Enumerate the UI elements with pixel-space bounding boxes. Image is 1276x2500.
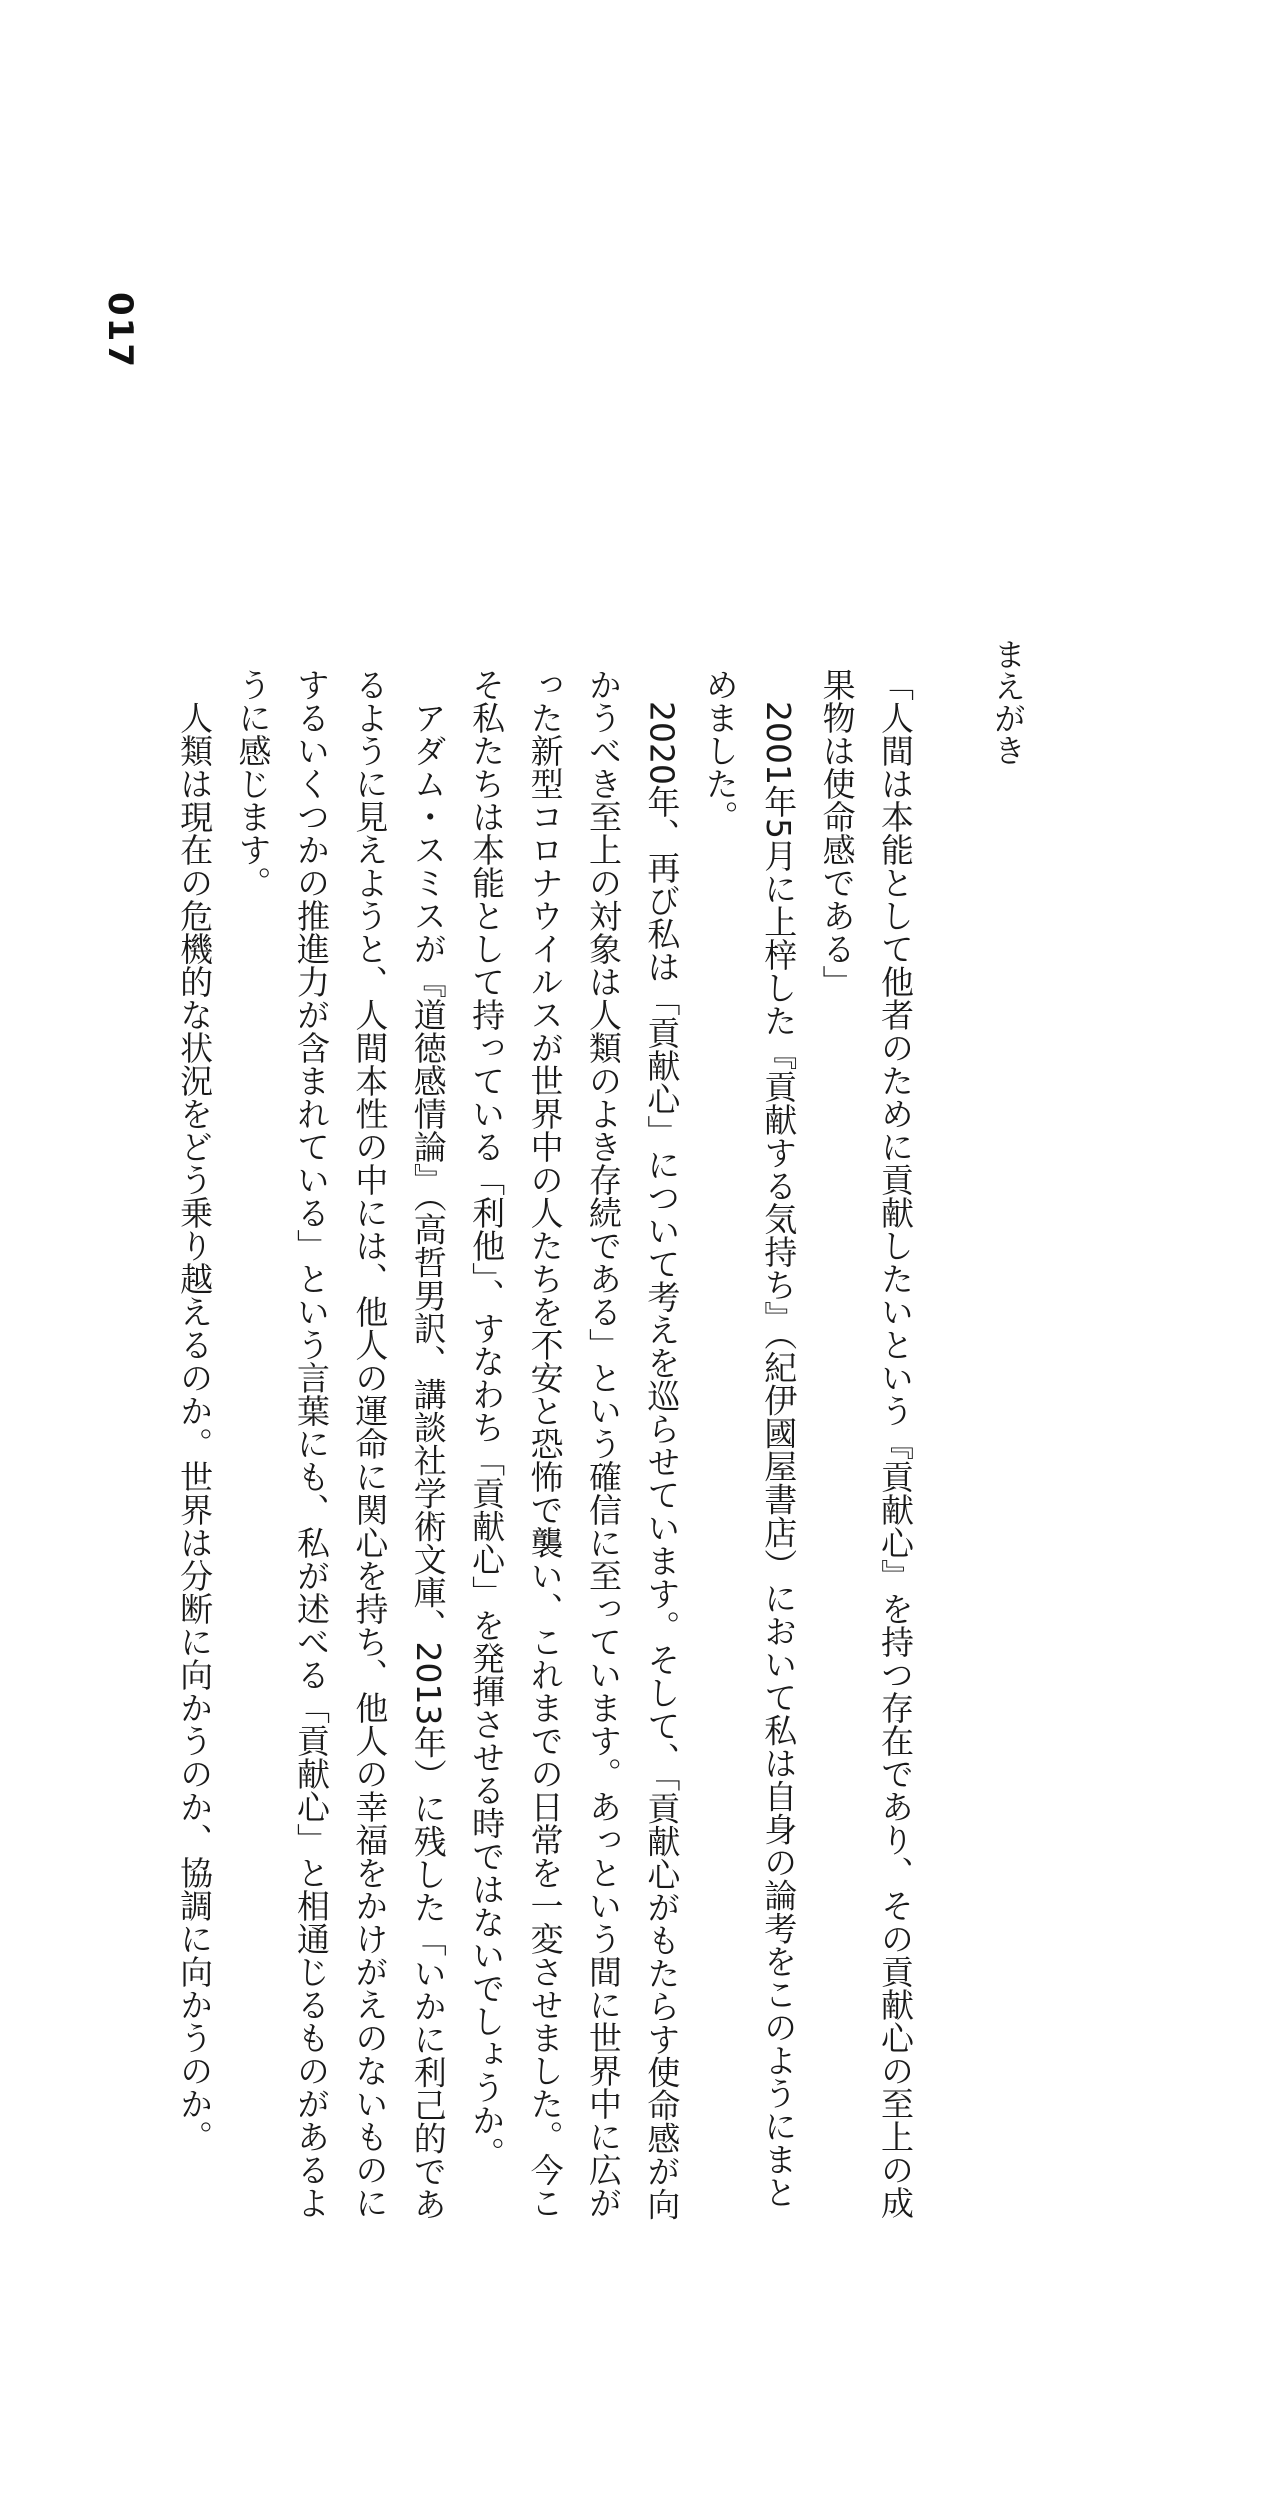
body-text [112, 668, 924, 2228]
paragraph: アダム・スミスが『道徳感情論』（高哲男訳、講談社学術文庫、2013年）に残した「いかに利己的であるように見えようと、人間本性の中には、他人の運命に関心を持ち、他人の幸福をかけがえのないものにするいくつかの推進力が含まれている」という言葉にも、私が述べる「貢献心」と相通じるものがあるように感じます。 [233, 668, 448, 2221]
paragraph: 人類は現在の危機的な状況をどう乗り越えるのか。世界は分断に向かうのか、協調に向かうのか。 [175, 701, 215, 2153]
paragraph: 2020年、再び私は「貢献心」について考えを巡らせています。そして、「貢献心がもたらす使命感が向かうべき至上の対象は人類のよき存続である」という確信に至っています。あっという間に世界中に広がった新型コロナウイルスが世界中の人たちを不安と恐怖で襲い、これまでの日常を一変させました。今こそ私たちは本能として持っている「利他」、すなわち「貢献心」を発揮させる時ではないでしょうか。 [467, 668, 682, 2221]
paragraph: 2001年5月に上梓した『貢献する気持ち』（紀伊國屋書店）において私は自身の論考をこのようにまとめました。 [700, 668, 799, 2209]
page-number: 017 [100, 292, 140, 369]
section-heading: まえがき [989, 638, 1027, 766]
paragraph: 「人間は本能として他者のために貢献したいという『貢献心』を持つ存在であり、その貢献心の至上の成果物は使命感である」 [817, 668, 915, 2219]
